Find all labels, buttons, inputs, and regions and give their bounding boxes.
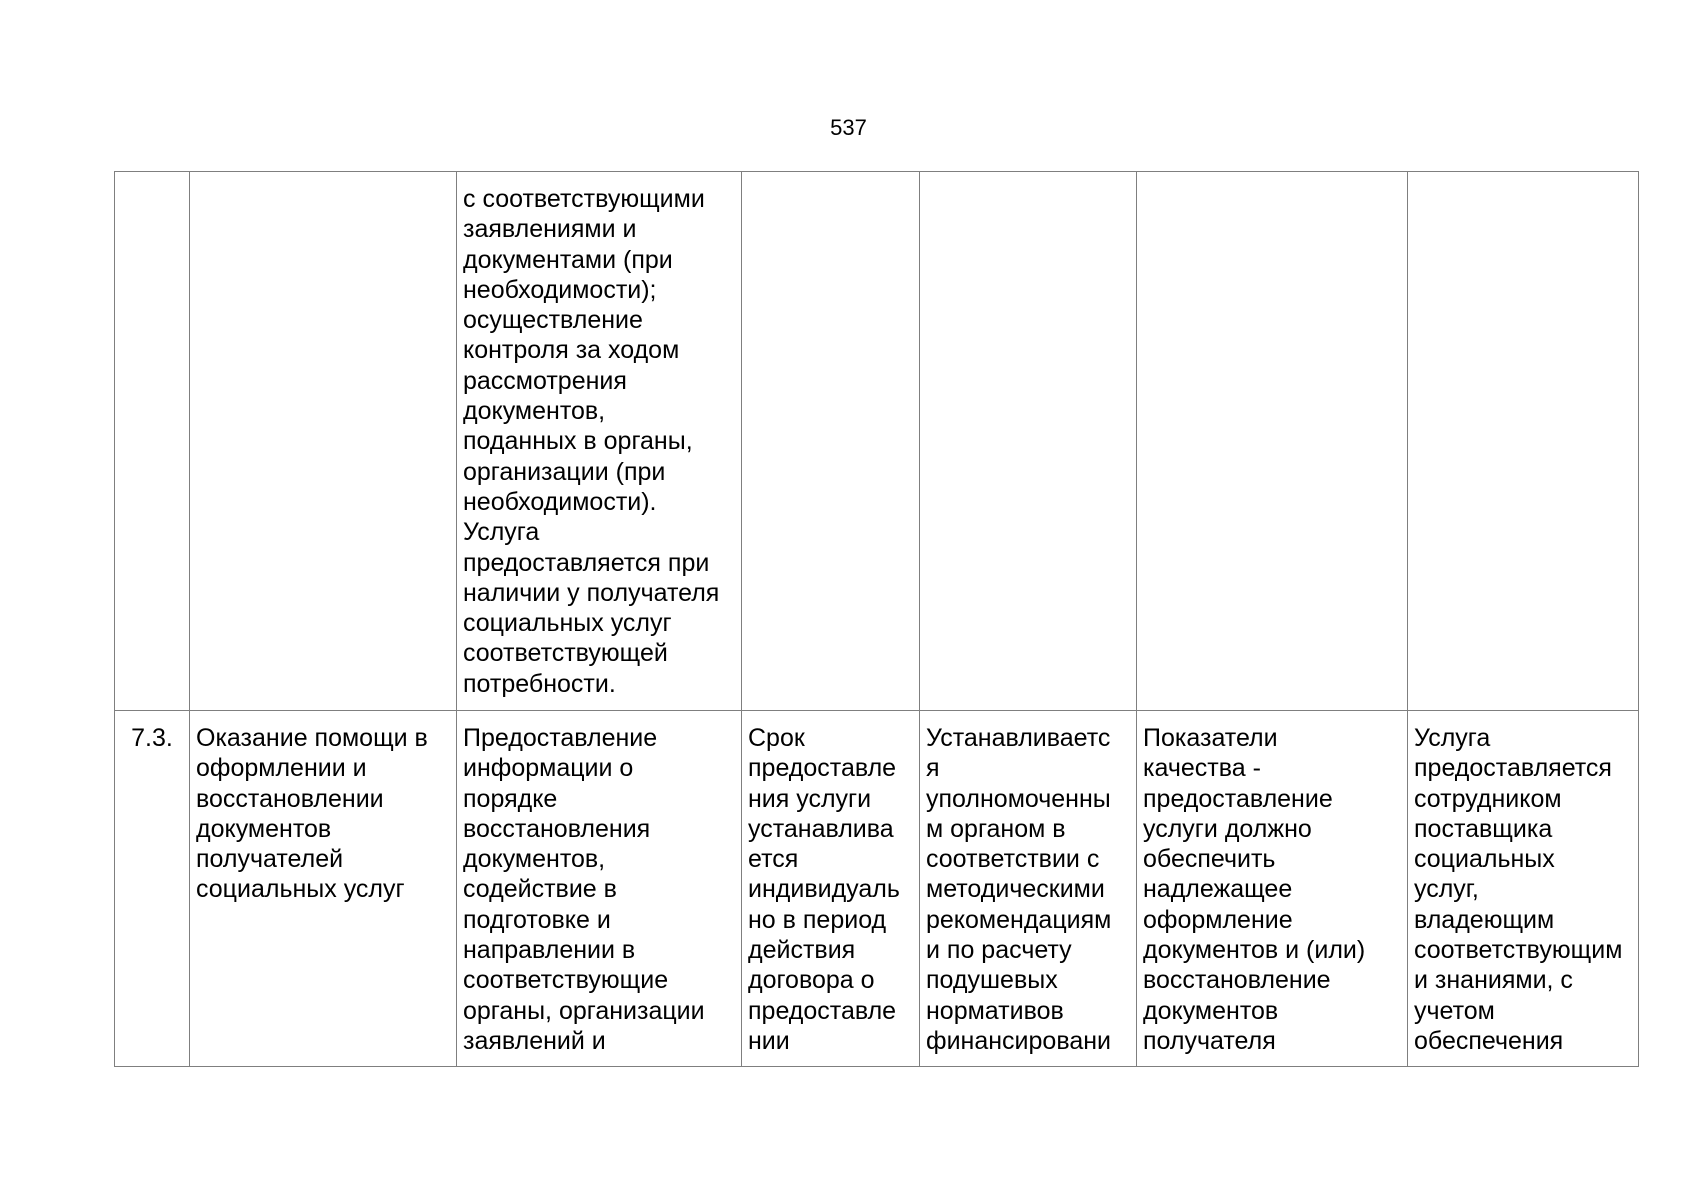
cell-service-norm [920,172,1137,711]
cell-service-term [742,172,920,711]
cell-service-name [190,172,457,711]
cell-service-conditions: Услуга предоставляется сотрудником поставщика социальных услуг, владеющим соответствующим и знаниями, с учетом обеспечения [1408,711,1639,1067]
page-number: 537 [830,115,867,140]
cell-quality-indicators: Показатели качества - предоставление услуги должно обеспечить надлежащее оформление документов и (или) восстановление документов получателя [1137,711,1408,1067]
cell-number: 7.3. [115,711,190,1067]
table-row [115,172,1639,711]
services-table [114,171,1639,1067]
cell-service-name: Оказание помощи в оформлении и восстановлении документов получателей социальных услуг [190,711,457,1067]
table-row [115,711,1639,1067]
cell-service-term: Срок предоставле ния услуги устанавлива ется индивидуаль но в период действия договора о предоставле нии [742,711,920,1067]
cell-service-norm: Устанавливаетс я уполномоченны м органом в соответствии с методическими рекомендациям и по расчету подушевых нормативов финансировани [920,711,1137,1067]
cell-service-conditions [1408,172,1639,711]
cell-service-description: Предоставление информации о порядке восстановления документов, содействие в подготовке и направлении в соответствующие органы, организации заявлений и [457,711,742,1067]
cell-quality-indicators [1137,172,1408,711]
cell-service-description: с соответствующими заявлениями и документами (при необходимости); осуществление контроля за ходом рассмотрения документов, поданных в органы, организации (при необходимости). Услуга предоставляется при наличии у получателя социальных услуг соответствующей потребности. [457,172,742,711]
cell-number [115,172,190,711]
